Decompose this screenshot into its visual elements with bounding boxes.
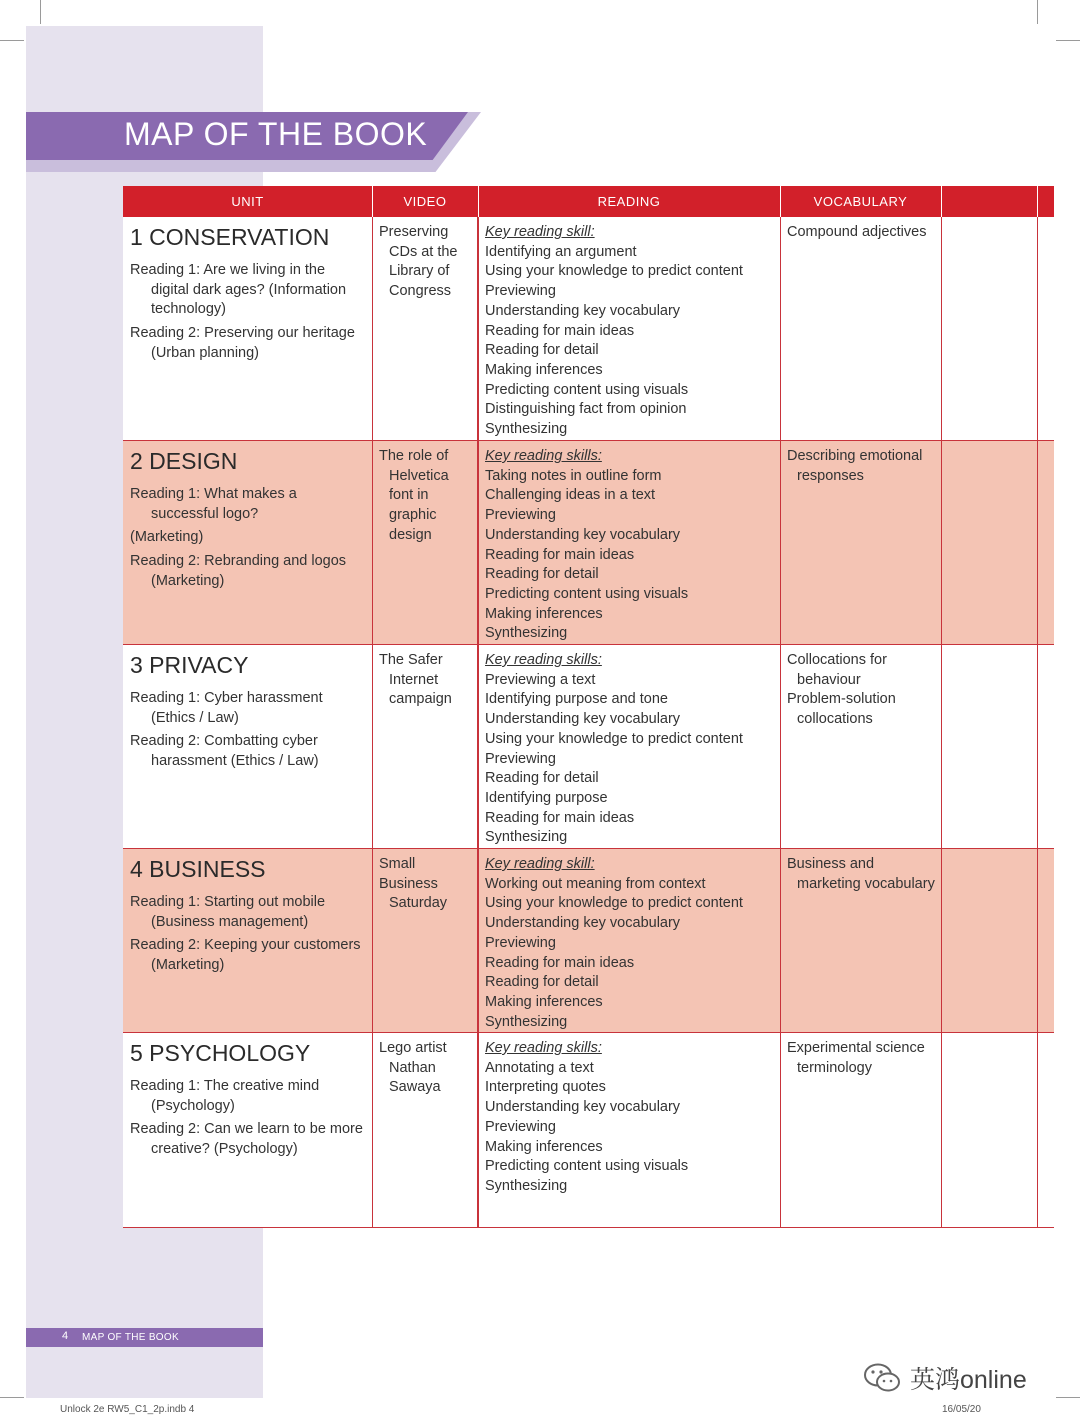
video-line: Lego artist (379, 1040, 447, 1056)
skill-item: Synthesizing (485, 1013, 568, 1030)
skill-item: Making inferences (485, 993, 603, 1010)
video-line: Saturday (389, 895, 448, 912)
skill-item: Interpreting quotes (485, 1079, 606, 1096)
video-line: Congress (389, 283, 452, 300)
key-reading-skill-label: Key reading skills: (485, 652, 602, 668)
video-line: CDs at the (389, 243, 458, 260)
skill-item: Distinguishing fact from opinion (485, 401, 687, 418)
crop-mark (0, 1397, 24, 1398)
unit-reading: Reading 1: Are we living in the digital dark ages? (Information technology) (130, 262, 347, 318)
unit-title: 5 PSYCHOLOGY (130, 1040, 311, 1066)
unit-reading: Reading 1: Starting out mobile (Business management) (130, 894, 326, 930)
table-row (123, 441, 1054, 645)
vocab-line: Compound adjectives (787, 224, 927, 240)
reading-cell (485, 651, 777, 848)
header-reading: READING (597, 194, 661, 209)
skill-item: Challenging ideas in a text (485, 487, 656, 504)
skill-item: Taking notes in outline form (485, 467, 662, 484)
video-line: Internet (389, 671, 439, 688)
column-divider (941, 217, 942, 1228)
video-line: Nathan (389, 1059, 436, 1076)
table-row (123, 217, 1054, 441)
unit-title: 1 CONSERVATION (130, 224, 330, 250)
reading-cell (485, 223, 777, 440)
vocabulary-cell (787, 855, 937, 894)
video-cell (379, 651, 475, 710)
table-header (123, 186, 1054, 217)
reading-cell (485, 1039, 777, 1197)
table-row (123, 849, 1054, 1033)
unit-cell (130, 651, 366, 776)
vocab-line: behaviour (797, 671, 861, 688)
vocab-line: collocations (797, 711, 873, 728)
reading-cell (485, 855, 777, 1032)
table-row (123, 1033, 1054, 1228)
video-line: font in (389, 487, 429, 504)
table-row (123, 645, 1054, 849)
vocab-line: Business and (787, 856, 875, 872)
vocab-line: Problem-solution (787, 691, 896, 708)
vocab-line: Experimental science (787, 1040, 925, 1056)
watermark (862, 1358, 1027, 1398)
header-vocabulary: VOCABULARY (813, 194, 908, 209)
vocab-line: Describing emotional (787, 448, 923, 464)
header-divider (941, 186, 942, 217)
header-unit: UNIT (231, 194, 264, 209)
skill-item: Previewing (485, 1118, 556, 1135)
unit-cell (130, 855, 366, 980)
video-line: Library of (389, 263, 450, 280)
unit-title: 2 DESIGN (130, 448, 238, 474)
reading-cell (485, 447, 777, 644)
unit-reading: Reading 1: The creative mind (Psychology) (130, 1078, 320, 1114)
video-cell (379, 855, 475, 914)
skill-item: Predicting content using visuals (485, 585, 689, 602)
key-reading-skill-label: Key reading skills: (485, 1040, 602, 1056)
skill-item: Previewing (485, 750, 556, 767)
unit-reading: Reading 2: Rebranding and logos (Marketing) (130, 553, 347, 589)
vocab-line: terminology (797, 1059, 872, 1076)
skill-item: Reading for detail (485, 974, 599, 991)
skill-item: Annotating a text (485, 1059, 594, 1076)
page-number: 4 (62, 1330, 69, 1342)
unit-reading: Reading 2: Preserving our heritage (Urban planning) (130, 325, 355, 361)
skill-item: Understanding key vocabulary (485, 1099, 681, 1116)
unit-reading: Reading 1: What makes a successful logo? (130, 486, 297, 522)
unit-cell (130, 447, 366, 596)
video-line: design (389, 526, 432, 543)
skill-item: Previewing (485, 934, 556, 951)
column-divider (477, 217, 479, 1228)
video-cell (379, 223, 475, 302)
skill-item: Understanding key vocabulary (485, 302, 681, 319)
vocab-line: marketing vocabulary (797, 875, 935, 892)
unit-title: 4 BUSINESS (130, 856, 266, 882)
skill-item: Reading for main ideas (485, 322, 635, 339)
key-reading-skill-label: Key reading skills: (485, 448, 602, 464)
key-reading-skill-label: Key reading skill: (485, 224, 595, 240)
print-slug: Unlock 2e RW5_C1_2p.indb 4 (60, 1404, 195, 1415)
unit-reading: Reading 2: Can we learn to be more creative? (Psychology) (130, 1121, 363, 1158)
skill-item: Using your knowledge to predict content (485, 730, 743, 747)
video-line: Helvetica (389, 467, 449, 484)
skill-item: Predicting content using visuals (485, 1158, 689, 1175)
skill-item: Working out meaning from context (485, 875, 706, 892)
unit-cell (130, 223, 366, 368)
video-line: The role of (379, 448, 449, 464)
video-cell (379, 447, 475, 546)
video-line: Small Business (379, 856, 438, 892)
vocab-line: Collocations for (787, 652, 887, 668)
header-divider (1037, 186, 1038, 217)
vocab-line: responses (797, 467, 864, 484)
header-divider (478, 186, 479, 217)
skill-item: Synthesizing (485, 625, 568, 642)
crop-mark (1056, 40, 1080, 41)
skill-item: Reading for main ideas (485, 954, 635, 971)
unit-reading: Reading 2: Combatting cyber harassment (Ethics / Law) (130, 733, 319, 770)
footer-label: MAP OF THE BOOK (82, 1332, 179, 1343)
skill-item: Understanding key vocabulary (485, 526, 681, 543)
skill-item: Making inferences (485, 605, 603, 622)
key-reading-skill-label: Key reading skill: (485, 856, 595, 872)
skill-item: Synthesizing (485, 1177, 568, 1194)
skill-item: Reading for detail (485, 770, 599, 787)
skill-item: Synthesizing (485, 829, 568, 846)
skill-item: Reading for main ideas (485, 546, 635, 563)
skill-item: Previewing (485, 507, 556, 524)
header-video: VIDEO (403, 194, 447, 209)
header-divider (780, 186, 781, 217)
vocabulary-cell (787, 1039, 937, 1078)
crop-mark (1056, 1397, 1080, 1398)
video-line: Sawaya (389, 1079, 441, 1096)
crop-mark (40, 0, 41, 24)
skill-item: Reading for detail (485, 342, 599, 359)
skill-item: Making inferences (485, 361, 603, 378)
column-divider (780, 217, 781, 1228)
print-date: 16/05/20 (942, 1404, 981, 1415)
skill-item: Identifying purpose (485, 789, 608, 806)
skill-item: Identifying purpose and tone (485, 691, 668, 708)
skill-item: Previewing a text (485, 671, 596, 688)
video-line: Preserving (379, 224, 449, 240)
skill-item: Understanding key vocabulary (485, 915, 681, 932)
unit-cell (130, 1039, 366, 1164)
skill-item: Synthesizing (485, 421, 568, 438)
skill-item: Making inferences (485, 1138, 603, 1155)
skill-item: Predicting content using visuals (485, 381, 689, 398)
crop-mark (0, 40, 24, 41)
wechat-icon (862, 1362, 902, 1394)
header-blank (941, 186, 1037, 217)
skill-item: Using your knowledge to predict content (485, 895, 743, 912)
watermark-text: 英鸿online (910, 1366, 1027, 1394)
page-title: MAP OF THE BOOK (124, 116, 428, 152)
skill-item: Reading for main ideas (485, 809, 635, 826)
vocabulary-cell (787, 447, 937, 486)
unit-reading: Reading 1: Cyber harassment (Ethics / Law) (130, 690, 323, 726)
skill-item: Understanding key vocabulary (485, 711, 681, 728)
video-line: graphic (389, 507, 437, 524)
skill-item: Reading for detail (485, 566, 599, 583)
column-divider (372, 217, 373, 1228)
video-line: campaign (389, 691, 452, 708)
video-line: The Safer (379, 652, 443, 668)
skill-item: Previewing (485, 283, 556, 300)
unit-reading: Reading 2: Keeping your customers (Marketing) (130, 937, 361, 974)
skill-item: Identifying an argument (485, 243, 637, 260)
skill-item: Using your knowledge to predict content (485, 263, 743, 280)
video-cell (379, 1039, 475, 1098)
header-divider (372, 186, 373, 217)
vocabulary-cell (787, 651, 937, 730)
vocabulary-cell (787, 223, 937, 243)
unit-reading: (Marketing) (130, 529, 204, 546)
crop-mark (1037, 0, 1038, 24)
unit-title: 3 PRIVACY (130, 652, 249, 678)
column-divider (1037, 217, 1038, 1228)
